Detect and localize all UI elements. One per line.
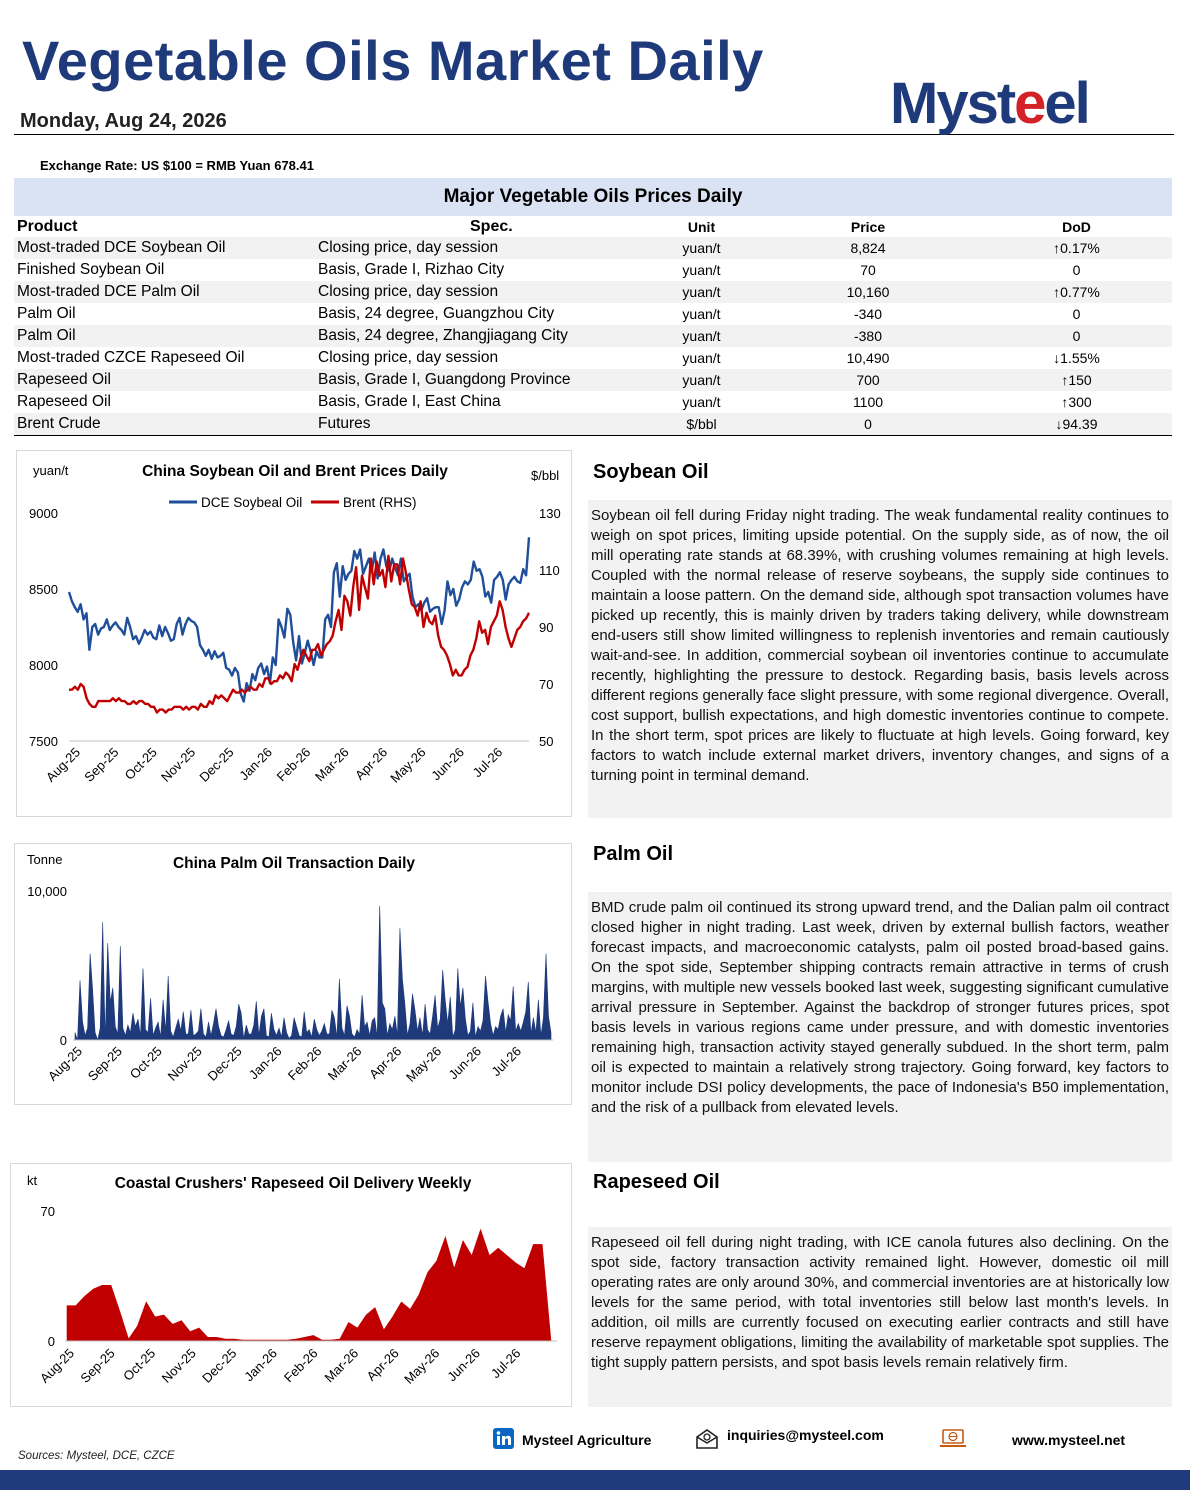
cell-dod: ↑0.77% (981, 281, 1172, 303)
c2-y-tick-label: 10,000 (27, 884, 67, 899)
chart1-x-tick-label: Nov-25 (158, 744, 199, 785)
table-row (14, 325, 1172, 347)
prices-table-title: Major Vegetable Oils Prices Daily (14, 178, 1172, 216)
cell-unit: $/bbl (648, 413, 755, 435)
rapeseed-delivery-chart-svg (11, 1164, 573, 1408)
linkedin-icon (493, 1428, 514, 1452)
table-row (14, 237, 1172, 259)
chart1-x-tick-label: Jun-26 (428, 744, 467, 784)
cell-spec: Closing price, day session (318, 281, 648, 303)
legend-label-soybean: DCE Soybeal Oil (201, 495, 303, 510)
cell-dod: ↓1.55% (1053, 350, 1100, 366)
c2-x-tick-label: Nov-25 (164, 1043, 205, 1084)
cell-spec: Closing price, day session (318, 349, 499, 366)
c2-y-tick-label: 0 (59, 1033, 67, 1048)
legend-label-brent: Brent (RHS) (343, 495, 417, 510)
cell-price: 8,824 (755, 237, 981, 259)
cell-unit: yuan/t (682, 394, 721, 410)
chart1-x-tick-label: Feb-26 (273, 744, 314, 785)
column-header-spec: Spec. (470, 217, 513, 235)
soybean-brent-chart (16, 450, 572, 817)
c2-x-tick-label: Jun-26 (445, 1043, 485, 1083)
cell-dod: ↑0.17% (981, 237, 1172, 259)
cell-unit: yuan/t (648, 325, 755, 347)
soybean-series-line (69, 537, 529, 701)
soybean-section-heading: Soybean Oil (588, 452, 1172, 492)
cell-product: Most-traded DCE Soybean Oil (14, 237, 318, 259)
website-icon (940, 1428, 966, 1451)
chart1-left-unit: yuan/t (33, 463, 69, 478)
cell-product: Rapeseed Oil (17, 393, 111, 410)
c2-x-tick-label: Jul-26 (488, 1043, 525, 1080)
chart1-x-tick-label: Jul-26 (469, 744, 506, 781)
chart1-y-tick-label: 9000 (29, 506, 58, 521)
linkedin-link[interactable] (493, 1428, 651, 1452)
cell-unit: yuan/t (682, 306, 721, 322)
cell-spec: Closing price, day session (318, 237, 648, 259)
cell-product: Palm Oil (17, 305, 76, 322)
soybean-section-body: Soybean oil fell during Friday night trading. The weak fundamental reality continues to weigh on spot prices, limiting upside potential. On the supply side, as of now, the oil mill operating rate stands at 68.39%, with crushing volumes remaining at high levels. Coupled with the normal release of reserve soybeans, the supply side continues to maintain a loose pattern. On the demand side, although spot transaction volumes have picked up recently, this is mainly driven by traders taking delivery, while downstream end-users still show limited willingness to replenish inventories and remain cautiously wait-and-see. In addition, commercial soybean oil inventories continue to accumulate recently, highlighting the pressure to destock. Regarding basis, basis levels across different regions generally face slight pressure, with some regional divergence. Overall, cost support, bullish expectations, and high domestic inventories continue to compete. In the short term, spot prices are likely to fluctuate at high levels. Going forward, key factors to watch include external market drivers, inventory changes, and signs of a turning point in terminal demand. (588, 500, 1172, 818)
chart1-x-tick-label: May-26 (387, 744, 429, 786)
cell-spec: Basis, Grade I, East China (318, 393, 501, 410)
chart1-y2-tick-label: 130 (539, 506, 561, 521)
cell-price: 10,490 (846, 350, 890, 366)
c3-x-tick-label: Jan-26 (241, 1345, 281, 1385)
c3-y-tick-label: 0 (47, 1334, 55, 1349)
cell-spec: Basis, 24 degree, Zhangjiagang City (318, 325, 648, 347)
chart1-x-tick-label: Sep-25 (81, 744, 122, 785)
c3-x-tick-label: Feb-26 (280, 1345, 321, 1386)
palm-transaction-chart-svg (15, 844, 573, 1106)
column-header-price: Price (850, 218, 886, 235)
c3-x-tick-label: Mar-26 (321, 1345, 362, 1386)
table-row (14, 413, 1172, 435)
c3-y-tick-label: 70 (40, 1204, 55, 1219)
rapeseed-delivery-chart (10, 1163, 572, 1407)
cell-price: 10,160 (755, 281, 981, 303)
palm-section-heading: Palm Oil (588, 834, 1172, 874)
chart1-y-tick-label: 8500 (29, 582, 58, 597)
website-link[interactable] (940, 1428, 1125, 1451)
c2-x-tick-label: Dec-25 (204, 1043, 245, 1084)
mysteel-logo: Mysteel (890, 71, 1089, 136)
table-row (14, 347, 1172, 369)
email-icon (695, 1428, 719, 1453)
chart2-unit: Tonne (27, 852, 63, 867)
table-row (14, 259, 1172, 281)
cell-spec: Futures (318, 413, 648, 435)
brent-series-line (69, 556, 529, 713)
palm-transaction-chart (14, 843, 572, 1105)
email-link[interactable] (695, 1428, 884, 1453)
chart1-y-tick-label: 7500 (29, 734, 58, 749)
website-label: www.mysteel.net (1012, 1431, 1126, 1448)
rapeseed-section-heading: Rapeseed Oil (588, 1162, 1172, 1202)
cell-dod: 0 (981, 325, 1172, 347)
c3-x-tick-label: Jun-26 (444, 1345, 483, 1385)
chart1-y2-tick-label: 110 (539, 563, 560, 578)
cell-product: Finished Soybean Oil (17, 261, 165, 278)
cell-unit: yuan/t (682, 350, 721, 366)
exchange-rate: Exchange Rate: US $100 = RMB Yuan 678.41 (40, 158, 314, 173)
cell-price: 70 (860, 262, 876, 278)
chart2-title: China Palm Oil Transaction Daily (172, 855, 416, 872)
prices-table (14, 178, 1172, 436)
c3-x-tick-label: Dec-25 (199, 1345, 240, 1386)
cell-spec: Basis, 24 degree, Guangzhou City (318, 305, 555, 322)
table-row (14, 369, 1172, 391)
cell-unit: yuan/t (648, 369, 755, 391)
chart3-unit: kt (27, 1173, 38, 1188)
table-row (14, 281, 1172, 303)
cell-price: -340 (853, 306, 883, 322)
c3-x-tick-label: Apr-26 (363, 1345, 402, 1384)
cell-spec: Basis, Grade I, Rizhao City (318, 261, 505, 278)
table-row (14, 303, 1172, 325)
cell-unit: yuan/t (648, 237, 755, 259)
cell-product: Most-traded DCE Palm Oil (14, 281, 318, 303)
chart1-y2-tick-label: 90 (539, 620, 554, 635)
chart1-x-tick-label: Jan-26 (236, 744, 276, 784)
cell-product: Rapeseed Oil (14, 369, 318, 391)
c2-x-tick-label: Apr-26 (366, 1043, 405, 1082)
report-date: Monday, Aug 24, 2026 (20, 110, 227, 132)
cell-dod: 0 (1072, 306, 1081, 322)
column-header-dod: DoD (1062, 218, 1091, 235)
cell-product: Palm Oil (14, 325, 318, 347)
c2-series-area (75, 906, 551, 1040)
c3-x-tick-label: May-26 (401, 1345, 443, 1387)
c3-x-tick-label: Jul-26 (487, 1345, 524, 1382)
chart1-x-tick-label: Oct-25 (121, 744, 160, 783)
report-title: Vegetable Oils Market Daily (22, 29, 764, 92)
chart1-title: China Soybean Oil and Brent Prices Daily (142, 463, 448, 480)
c3-x-tick-label: Oct-25 (120, 1345, 159, 1384)
cell-spec: Basis, Grade I, Guangdong Province (318, 369, 648, 391)
c3-series-area (67, 1230, 551, 1341)
c2-x-tick-label: Aug-25 (44, 1043, 86, 1084)
linkedin-label: Mysteel Agriculture (522, 1432, 652, 1448)
chart1-x-tick-label: Dec-25 (196, 744, 237, 785)
email-label: inquiries@mysteel.com (727, 1426, 884, 1443)
chart1-x-tick-label: Mar-26 (312, 744, 352, 785)
cell-dod: ↑150 (981, 369, 1172, 391)
chart1-y2-tick-label: 70 (539, 677, 554, 692)
chart1-right-unit: $/bbl (531, 468, 560, 483)
chart1-x-tick-label: Apr-26 (351, 744, 391, 783)
chart3-title: Coastal Crushers' Rapeseed Oil Delivery Weekly (114, 1175, 472, 1192)
c3-x-tick-label: Aug-25 (36, 1345, 78, 1386)
c3-x-tick-label: Nov-25 (158, 1345, 199, 1386)
table-bottom-rule (14, 435, 1172, 436)
footer-bar (0, 1470, 1190, 1490)
cell-price: 0 (755, 413, 981, 435)
table-header-row (14, 216, 1172, 237)
palm-section-body: BMD crude palm oil continued its strong upward trend, and the Dalian palm oil contract closed higher in night trading. Last week, driven by external bullish factors, weather forecast impacts, and macroeconomic catalysts, palm oil posted broad-based gains. On the spot side, September shipping contracts remain attractive in terms of crush margins, with multiple new vessels booked last week, suggesting significant cumulative arrival pressure in September. Against the backdrop of stronger futures prices, spot basis levels in various regions came under pressure, and with domestic inventories remaining high, transaction activity stayed generally subdued. In the short term, palm oil is expected to maintain a relatively strong trajectory. Going forward, key factors to monitor include DSI policy developments, the pace of Indonesia's B50 implementation, and the risk of a pullback from elevated levels. (588, 892, 1172, 1164)
c2-x-tick-label: Sep-25 (84, 1043, 126, 1084)
rapeseed-section-body: Rapeseed oil fell during night trading, with ICE canola futures also declining. On the spot side, factory transaction activity remained light. However, domestic oil mill operating rates are only around 30%, and commercial inventories are at historically low levels for the same period, with total inventories still below last month's levels. In addition, oil mills are currently focused on executing earlier contracts and still have reserve repayment obligations, limiting the availability of marketable spot supplies. The tight supply pattern persists, and spot basis levels remain relatively firm. (588, 1227, 1172, 1407)
column-header-unit: Unit (687, 218, 716, 235)
cell-price: -380 (755, 325, 981, 347)
cell-dod: 0 (1072, 262, 1081, 278)
c3-x-tick-label: Sep-25 (77, 1345, 118, 1386)
cell-unit: yuan/t (648, 281, 755, 303)
cell-dod: ↑300 (1061, 394, 1092, 410)
table-row (14, 391, 1172, 413)
chart1-y2-tick-label: 50 (539, 734, 554, 749)
cell-product: Brent Crude (14, 413, 318, 435)
chart1-x-tick-label: Aug-25 (42, 744, 84, 785)
column-header-product: Product (17, 217, 78, 235)
cell-price: 700 (755, 369, 981, 391)
sources-note: Sources: Mysteel, DCE, CZCE (18, 1450, 175, 1462)
chart1-y-tick-label: 8000 (29, 658, 58, 673)
cell-unit: yuan/t (682, 262, 721, 278)
cell-price: 1100 (852, 394, 884, 410)
c2-x-tick-label: Jan-26 (245, 1043, 285, 1083)
c2-x-tick-label: Oct-25 (126, 1043, 165, 1082)
cell-product: Most-traded CZCE Rapeseed Oil (17, 349, 245, 366)
c2-x-tick-label: May-26 (403, 1043, 445, 1085)
c2-x-tick-label: Feb-26 (284, 1043, 325, 1084)
soybean-brent-chart-svg (17, 451, 573, 818)
c2-x-tick-label: Mar-26 (324, 1043, 365, 1084)
cell-dod: ↓94.39 (981, 413, 1172, 435)
